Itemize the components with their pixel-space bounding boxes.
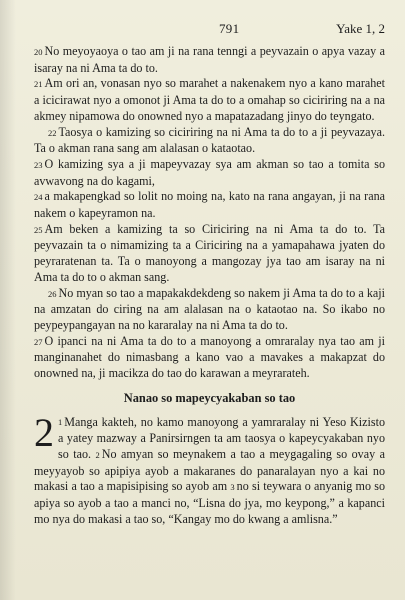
page-number: 791	[219, 21, 240, 36]
chapter-2-first-paragraph	[34, 410, 385, 527]
chapter-number: 2	[34, 410, 54, 456]
verse-text: No myan so tao a mapakakdekdeng so nakem ji Ama ta do to a kaji na amzatan do ciring na am alalasan na o kataotao na. So ikabo no peypeypangayan na no kararalay na ni Ama ta do to.	[34, 285, 385, 332]
verse-text: No meyoyaoya o tao am ji na rana tenngi a peyvazain o apya vazay a isaray na ni Ama ta do to.	[34, 44, 385, 75]
verse-text: No amyan so meynakem a tao a meygagaling so ovay a meyyayob so apipiya ayob a makaranes do panaralayan nyo a kai no makasi a tao a mapisipising so ayob am	[34, 446, 385, 494]
verse-text: no si teywara o anyanig mo so apiya so ayob a tao a manci no, “Lisna do jya, mo keypong,” a kapanci mo nya do makasi a tao so, “Kangay mo do kwang a amlisna.”	[34, 479, 385, 526]
verse-paragraph	[34, 334, 385, 382]
verse-paragraph	[34, 125, 385, 157]
verse-number: 22	[48, 127, 57, 138]
verse-number: 23	[34, 159, 43, 170]
gutter-shadow	[0, 0, 16, 600]
verse-number: 24	[34, 192, 43, 203]
verse-number: 20	[34, 47, 43, 57]
verse-text: Am beken a kamizing ta so Ciriciring na ni Ama ta do to. Ta peyvazain ta o nimamizing ta a Ciriciring na a yamapahawa jyaten do peyraratenan ta. Ta o manoyong a mangozay jya tao am isaray na ni Ama ta do to o akman sang.	[34, 221, 385, 284]
verse-text: Manga kakteh, no kamo manoyong a yamraralay ni Yeso Kizisto a yatey mazway a Panirsirngen ta am taosya o kapeycyakaban nyo so tao.	[58, 415, 385, 461]
page-header	[34, 0, 385, 44]
verse-number: 1	[58, 417, 63, 428]
verse-number: 25	[34, 224, 43, 235]
chapter-2-verses	[34, 410, 385, 526]
verse-paragraph	[34, 189, 385, 221]
verse-paragraph	[34, 286, 385, 334]
verse-number: 26	[48, 288, 57, 299]
verse-paragraph	[34, 222, 385, 286]
section-heading: Nanao so mapeycyakaban so tao	[123, 390, 296, 405]
verse-text: O kamizing sya a ji mapeyvazay sya am akman so tao a tomita so avwavong na do kagami,	[34, 156, 385, 188]
page-body	[34, 44, 385, 527]
verse-text: Am ori an, vonasan nyo so marahet a nakenakem nyo a kano marahet a icicirawat nyo a omonot ji Ama ta do to a omahap so ciciriring na a na akmey nipamowa do onowned nyo a mapatazadang jinyo do teyngato.	[34, 76, 385, 123]
verse-text: a makapengkad so lolit no moing na, kato na rana angayan, ji na rana nakem o kapeyramon na.	[34, 189, 385, 221]
chapter-1-verses	[34, 44, 385, 382]
running-head: Yake 1, 2	[336, 21, 385, 36]
verse-text: Taosya o kamizing so ciciriring na ni Ama ta do to a ji peyvazaya. Ta o akman rana sang am alalasan o kataotao.	[34, 124, 385, 156]
verse-paragraph	[34, 44, 385, 76]
verse-paragraph	[34, 76, 385, 124]
verse-number: 3	[230, 482, 235, 493]
verse-number: 2	[95, 449, 100, 460]
verse-number: 21	[34, 79, 43, 90]
verse-text: O ipanci na ni Ama ta do to a manoyong a omraralay nya tao am ji manginanahet do nimasbang a kano vao a mavakes a makapzat do onowned na, ji macikza do tao do karawan a meyrarateh.	[34, 333, 385, 381]
verse-number: 27	[34, 336, 43, 347]
verse-paragraph	[34, 157, 385, 189]
